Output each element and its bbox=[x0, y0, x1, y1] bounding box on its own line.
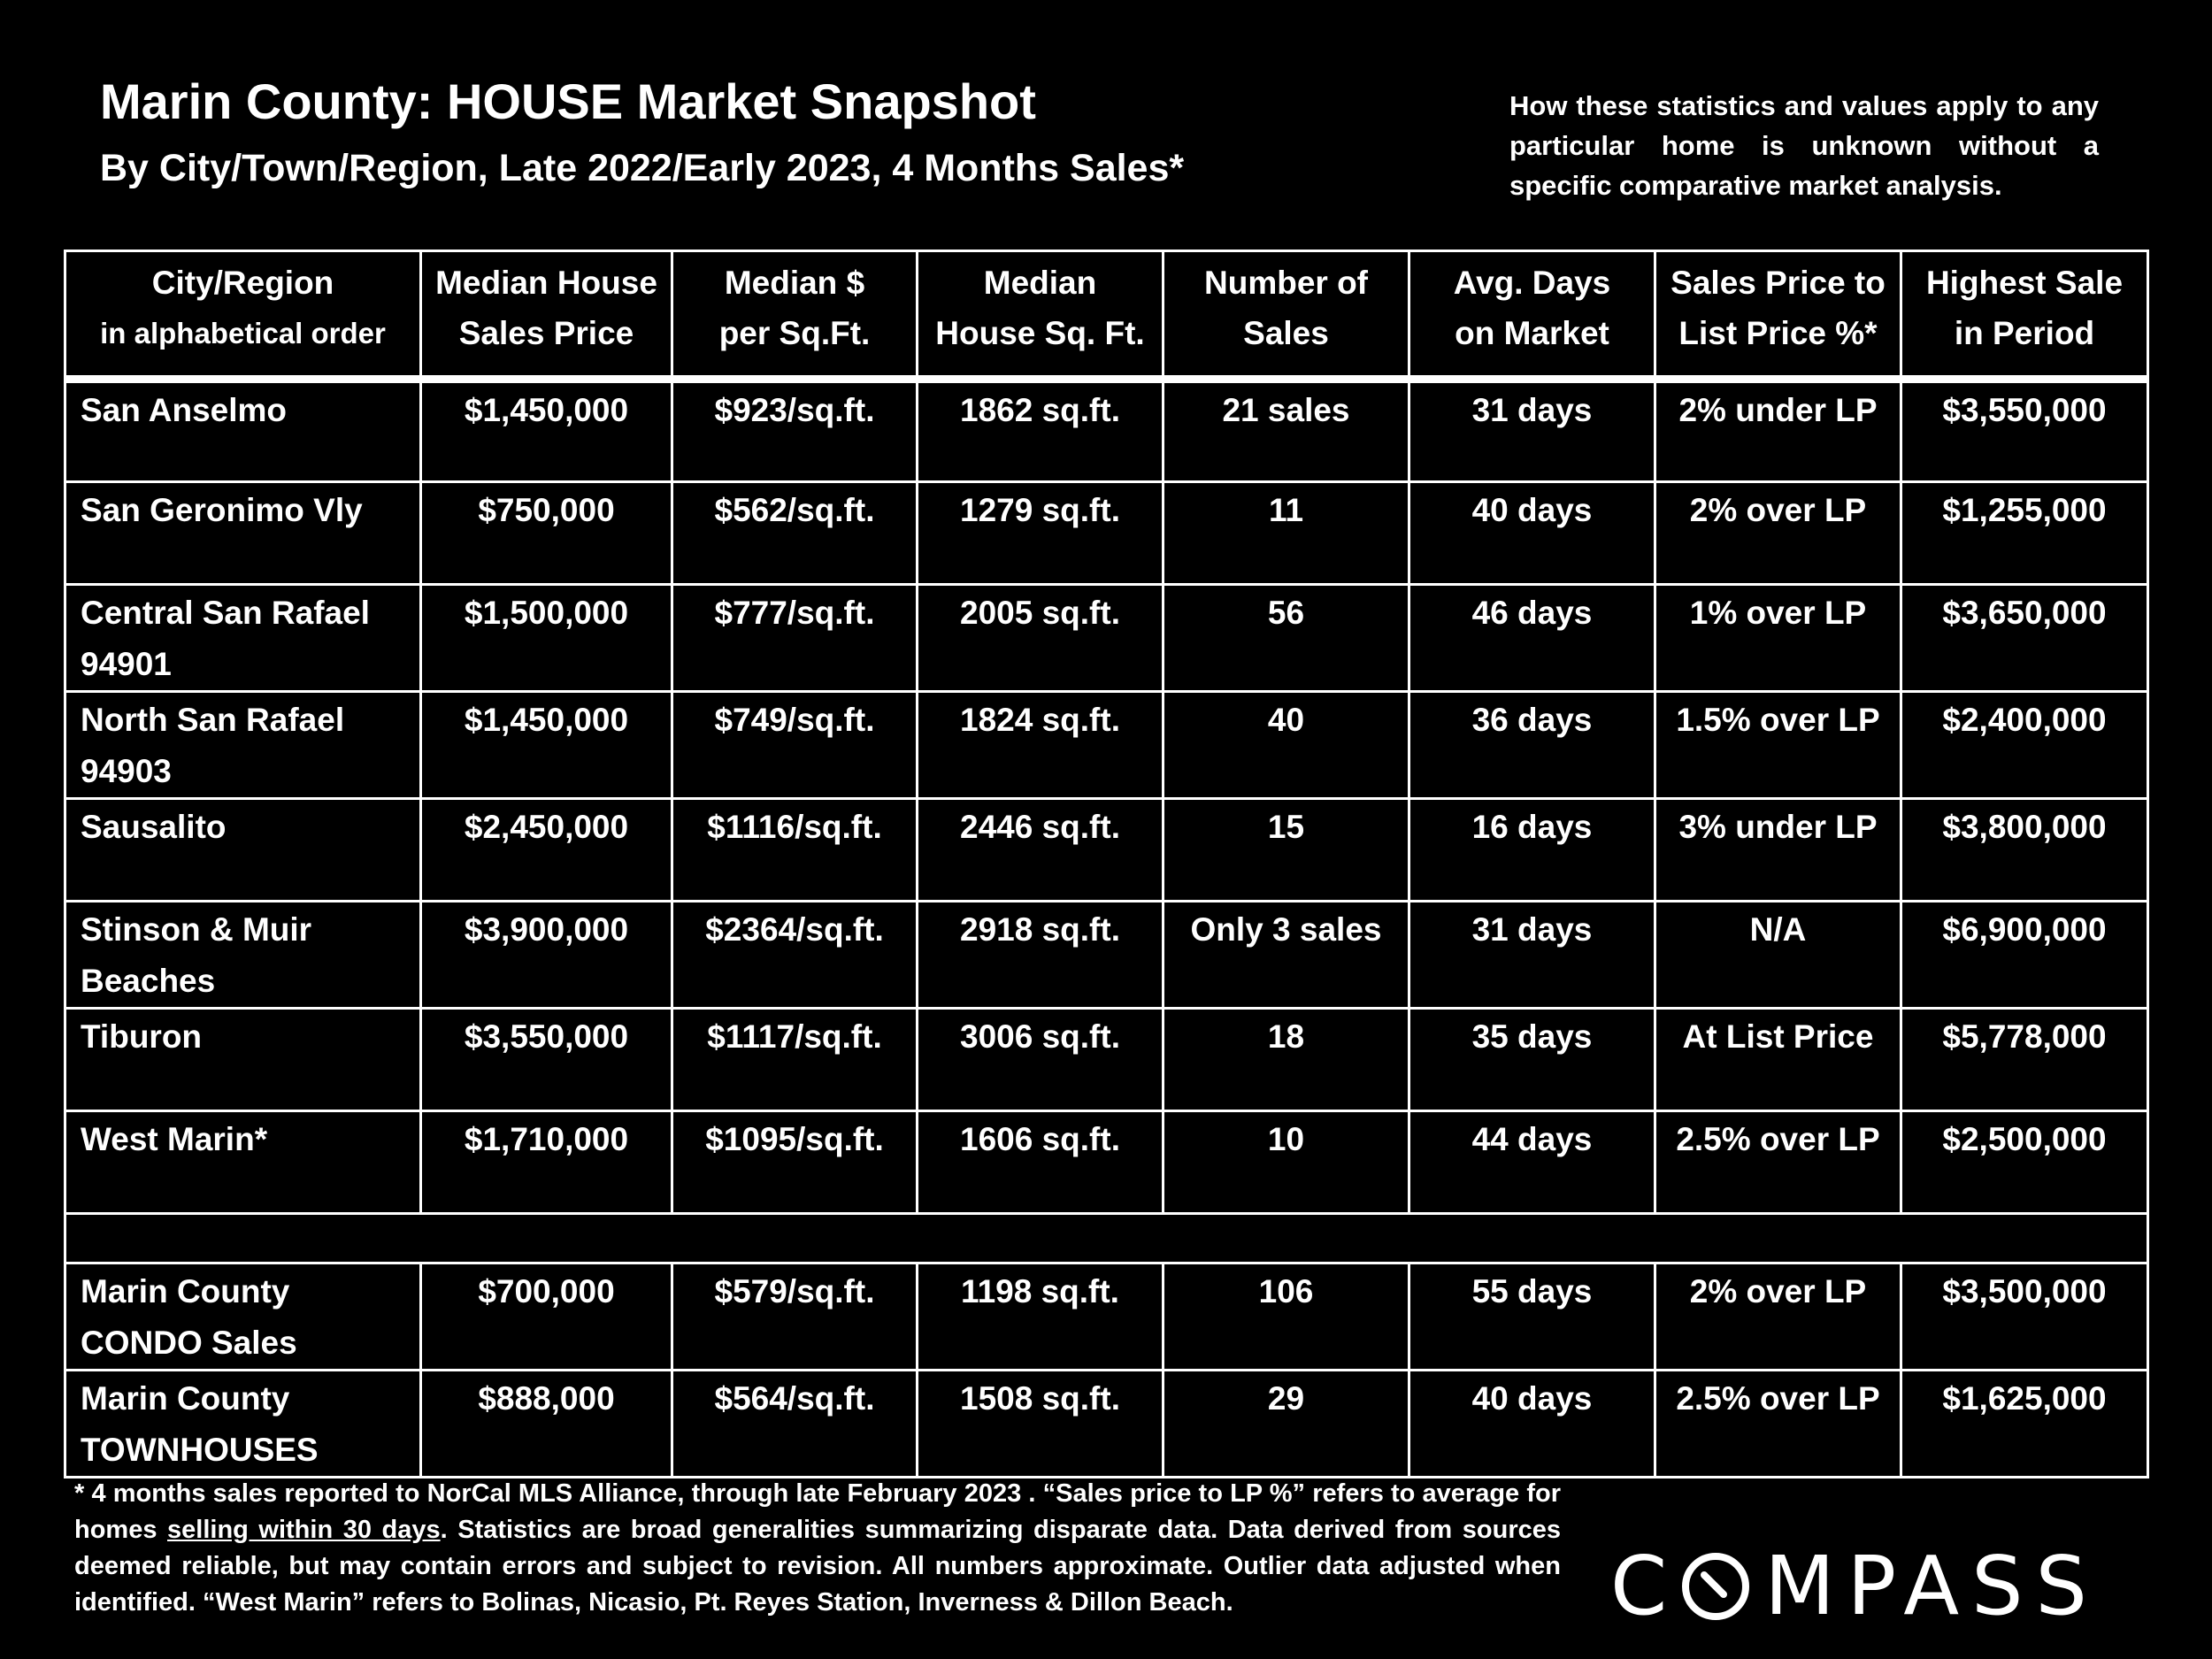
cell-sales: 106 bbox=[1164, 1263, 1409, 1371]
cell-sp-lp: 2.5% over LP bbox=[1655, 1371, 1901, 1478]
cell-price: $700,000 bbox=[421, 1263, 672, 1371]
cell-price: $3,550,000 bbox=[421, 1009, 672, 1111]
column-header bbox=[918, 251, 1164, 380]
cell-highest: $6,900,000 bbox=[1901, 902, 2148, 1009]
cell-sqft: 2446 sq.ft. bbox=[918, 799, 1164, 902]
cell-sqft: 2918 sq.ft. bbox=[918, 902, 1164, 1009]
cell-days: 44 days bbox=[1409, 1111, 1655, 1214]
compass-logo-text bbox=[1610, 1538, 2100, 1635]
footnote bbox=[74, 1476, 1561, 1621]
column-header-line1: Median bbox=[983, 265, 1097, 301]
cell-sp-lp: 1% over LP bbox=[1655, 585, 1901, 692]
cell-highest: $2,400,000 bbox=[1901, 692, 2148, 799]
cell-sqft: 1606 sq.ft. bbox=[918, 1111, 1164, 1214]
cell-sp-lp: At List Price bbox=[1655, 1009, 1901, 1111]
cell-sales: 10 bbox=[1164, 1111, 1409, 1214]
table-row bbox=[65, 902, 2148, 1009]
cell-ppsf: $749/sq.ft. bbox=[672, 692, 918, 799]
cell-days: 55 days bbox=[1409, 1263, 1655, 1371]
cell-ppsf: $923/sq.ft. bbox=[672, 380, 918, 482]
cell-city: West Marin* bbox=[65, 1111, 421, 1214]
cell-sales: 40 bbox=[1164, 692, 1409, 799]
spacer-cell bbox=[65, 1214, 2148, 1263]
cell-sqft: 1198 sq.ft. bbox=[918, 1263, 1164, 1371]
cell-ppsf: $579/sq.ft. bbox=[672, 1263, 918, 1371]
cell-ppsf: $2364/sq.ft. bbox=[672, 902, 918, 1009]
table-body bbox=[65, 380, 2148, 1478]
cell-sales: 56 bbox=[1164, 585, 1409, 692]
column-header-line2: Sales Price bbox=[458, 315, 634, 351]
footnote-text-1: * 4 months sales reported to NorCal MLS Alliance, through late February 2023 . “Sales price to LP %” refers to average for homes bbox=[74, 1479, 1561, 1544]
cell-ppsf: $562/sq.ft. bbox=[672, 482, 918, 585]
cell-sp-lp: 2.5% over LP bbox=[1655, 1111, 1901, 1214]
column-header-line2: on Market bbox=[1455, 315, 1609, 351]
cell-price: $1,450,000 bbox=[421, 380, 672, 482]
cell-days: 46 days bbox=[1409, 585, 1655, 692]
cell-sales: 11 bbox=[1164, 482, 1409, 585]
table-header bbox=[65, 251, 2148, 380]
cell-sp-lp: 2% under LP bbox=[1655, 380, 1901, 482]
cell-sp-lp: 3% under LP bbox=[1655, 799, 1901, 902]
cell-city: Stinson & Muir Beaches bbox=[65, 902, 421, 1009]
table-row bbox=[65, 1009, 2148, 1111]
column-header-line2: List Price %* bbox=[1678, 315, 1878, 351]
column-header-line2: in Period bbox=[1954, 315, 2095, 351]
cell-ppsf: $1117/sq.ft. bbox=[672, 1009, 918, 1111]
cell-city: Sausalito bbox=[65, 799, 421, 902]
cell-ppsf: $1116/sq.ft. bbox=[672, 799, 918, 902]
cell-highest: $1,255,000 bbox=[1901, 482, 2148, 585]
column-header bbox=[1901, 251, 2148, 380]
cell-price: $1,500,000 bbox=[421, 585, 672, 692]
cell-sqft: 3006 sq.ft. bbox=[918, 1009, 1164, 1111]
table-row bbox=[65, 1371, 2148, 1478]
column-header-line1: Number of bbox=[1204, 265, 1368, 301]
column-header bbox=[65, 251, 421, 380]
cell-city: Central San Rafael 94901 bbox=[65, 585, 421, 692]
cell-sp-lp: N/A bbox=[1655, 902, 1901, 1009]
cell-sqft: 1508 sq.ft. bbox=[918, 1371, 1164, 1478]
column-header-line1: Avg. Days bbox=[1453, 265, 1611, 301]
cell-price: $888,000 bbox=[421, 1371, 672, 1478]
table-row bbox=[65, 1111, 2148, 1214]
cell-days: 36 days bbox=[1409, 692, 1655, 799]
cell-highest: $3,500,000 bbox=[1901, 1263, 2148, 1371]
cell-sp-lp: 1.5% over LP bbox=[1655, 692, 1901, 799]
cell-ppsf: $1095/sq.ft. bbox=[672, 1111, 918, 1214]
compass-logo-mpass: MPASS bbox=[1764, 1539, 2100, 1633]
column-header bbox=[1409, 251, 1655, 380]
table-row bbox=[65, 692, 2148, 799]
cell-highest: $1,625,000 bbox=[1901, 1371, 2148, 1478]
cell-days: 31 days bbox=[1409, 902, 1655, 1009]
cell-ppsf: $564/sq.ft. bbox=[672, 1371, 918, 1478]
column-header-line1: Median $ bbox=[724, 265, 865, 301]
cell-days: 35 days bbox=[1409, 1009, 1655, 1111]
table-row bbox=[65, 585, 2148, 692]
cell-ppsf: $777/sq.ft. bbox=[672, 585, 918, 692]
column-header-line2: in alphabetical order bbox=[100, 317, 386, 349]
column-header-line2: Sales bbox=[1243, 315, 1329, 351]
cell-sqft: 1862 sq.ft. bbox=[918, 380, 1164, 482]
cell-highest: $3,800,000 bbox=[1901, 799, 2148, 902]
market-snapshot-table bbox=[64, 250, 2149, 1479]
cell-highest: $2,500,000 bbox=[1901, 1111, 2148, 1214]
disclaimer-note: How these statistics and values apply to any particular home is unknown without a specific comparative market analysis. bbox=[1509, 90, 2099, 201]
cell-price: $2,450,000 bbox=[421, 799, 672, 902]
column-header bbox=[1655, 251, 1901, 380]
cell-days: 16 days bbox=[1409, 799, 1655, 902]
column-header-line2: per Sq.Ft. bbox=[718, 315, 871, 351]
cell-sales: 29 bbox=[1164, 1371, 1409, 1478]
cell-city: San Geronimo Vly bbox=[65, 482, 421, 585]
column-header bbox=[1164, 251, 1409, 380]
cell-sales: 15 bbox=[1164, 799, 1409, 902]
cell-days: 40 days bbox=[1409, 1371, 1655, 1478]
cell-city: Marin County CONDO Sales bbox=[65, 1263, 421, 1371]
compass-o-icon bbox=[1679, 1550, 1752, 1623]
cell-sqft: 1824 sq.ft. bbox=[918, 692, 1164, 799]
compass-logo-c: C bbox=[1610, 1539, 1680, 1633]
cell-sqft: 1279 sq.ft. bbox=[918, 482, 1164, 585]
header-row bbox=[65, 251, 2148, 380]
column-header-line1: Highest Sale bbox=[1925, 265, 2124, 301]
cell-highest: $3,650,000 bbox=[1901, 585, 2148, 692]
cell-highest: $3,550,000 bbox=[1901, 380, 2148, 482]
cell-price: $3,900,000 bbox=[421, 902, 672, 1009]
footnote-text-2: . Statistics are broad generalities summarizing disparate data. Data derived from sources deemed reliable, but may contain errors and subject to revision. All numbers approximate. Outlier data adjusted when identified. “West Marin” refers to Bolinas, Nicasio, Pt. Reyes Station, Inverness & Dillon Beach. bbox=[74, 1516, 1561, 1617]
table-row bbox=[65, 482, 2148, 585]
table-row bbox=[65, 380, 2148, 482]
cell-days: 31 days bbox=[1409, 380, 1655, 482]
table-row bbox=[65, 799, 2148, 902]
cell-price: $1,450,000 bbox=[421, 692, 672, 799]
footnote-underlined: selling within 30 days bbox=[167, 1516, 441, 1544]
cell-price: $1,710,000 bbox=[421, 1111, 672, 1214]
cell-city: Tiburon bbox=[65, 1009, 421, 1111]
page-subtitle: By City/Town/Region, Late 2022/Early 2023, 4 Months Sales* bbox=[100, 147, 1185, 189]
cell-sp-lp: 2% over LP bbox=[1655, 1263, 1901, 1371]
cell-sales: 18 bbox=[1164, 1009, 1409, 1111]
cell-city: San Anselmo bbox=[65, 380, 421, 482]
compass-logo bbox=[1610, 1538, 2100, 1635]
cell-sales: 21 sales bbox=[1164, 380, 1409, 482]
cell-sales: Only 3 sales bbox=[1164, 902, 1409, 1009]
column-header bbox=[672, 251, 918, 380]
column-header-line1: Median House bbox=[435, 265, 657, 301]
cell-sqft: 2005 sq.ft. bbox=[918, 585, 1164, 692]
column-header-line1: Sales Price to bbox=[1671, 265, 1886, 301]
column-header-line2: House Sq. Ft. bbox=[935, 315, 1145, 351]
cell-price: $750,000 bbox=[421, 482, 672, 585]
cell-sp-lp: 2% over LP bbox=[1655, 482, 1901, 585]
spacer-row bbox=[65, 1214, 2148, 1263]
column-header-line1: City/Region bbox=[151, 265, 334, 301]
cell-city: North San Rafael 94903 bbox=[65, 692, 421, 799]
column-header bbox=[421, 251, 672, 380]
table-row bbox=[65, 1263, 2148, 1371]
cell-days: 40 days bbox=[1409, 482, 1655, 585]
cell-city: Marin County TOWNHOUSES bbox=[65, 1371, 421, 1478]
page-title: Marin County: HOUSE Market Snapshot bbox=[100, 73, 1036, 129]
cell-highest: $5,778,000 bbox=[1901, 1009, 2148, 1111]
